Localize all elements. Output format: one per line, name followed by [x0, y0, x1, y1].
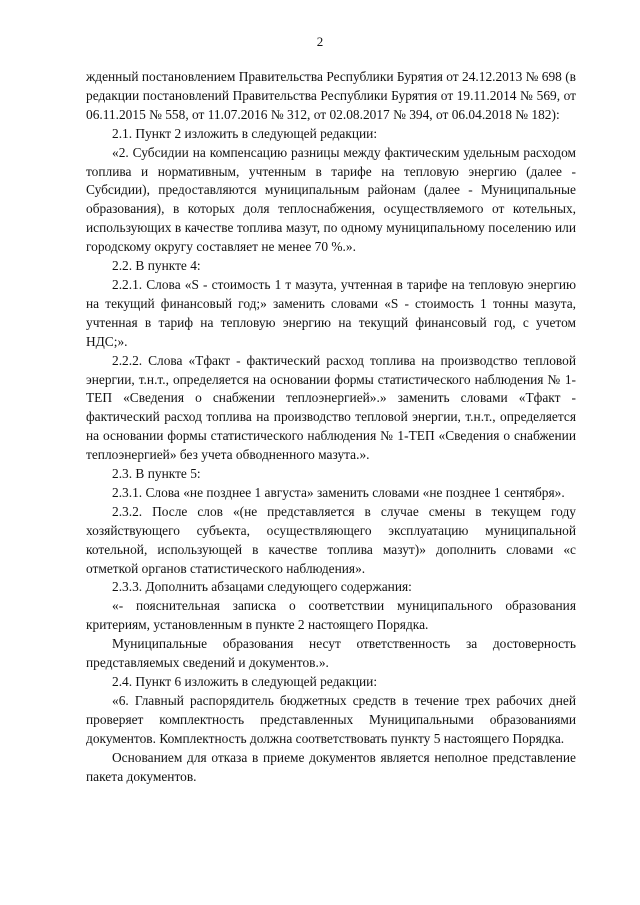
- paragraph: «- пояснительная записка о соответствии муниципального образования критериям, установленным в пункте 2 настоящего Порядка.: [86, 598, 576, 633]
- paragraph: 2.2.2. Слова «Тфакт - фактический расход топлива на производство тепловой энергии, т.н.т., определяется на основании формы статистического наблюдения № 1-ТЕП «Сведения о снабжении теплоэнергией».» заменить словами «Тфакт - фактический расход топлива на производство тепловой энергии, т.н.т., определяется на основании формы статистического наблюдения № 1-ТЕП «Сведения о снабжении теплоэнергией» без учета обводненного мазута.».: [86, 352, 576, 463]
- paragraph: 2.1. Пункт 2 изложить в следующей редакции:: [112, 125, 378, 141]
- paragraph: жденный постановлением Правительства Республики Бурятия от 24.12.2013 № 698 (в редакции постановлений Правительства Республики Бурятия от 19.11.2014 № 569, от 06.11.2015 № 558, от 11.07.2016 № 312, от 02.08.2017 № 394, от 06.04.2018 № 182):: [86, 69, 576, 122]
- paragraph: «6. Главный распорядитель бюджетных средств в течение трех рабочих дней проверяет комплектность представленных Муниципальными образованиями документов. Комплектность должна соответствовать пункту 5 настоящего Порядка.: [86, 692, 576, 746]
- page-number: 2: [316, 34, 324, 49]
- paragraph: 2.3.1. Слова «не позднее 1 августа» заменить словами «не позднее 1 сентября».: [112, 484, 565, 500]
- paragraph: Основанием для отказа в приеме документов является неполное представление пакета документов.: [86, 749, 576, 784]
- paragraph: «2. Субсидии на компенсацию разницы между фактическим удельным расходом топлива и нормативным, учтенным в тарифе на тепловую энергию (далее - Субсидии), предоставляются муниципальным районам (далее - Муниципальные образования), в которых доля теплоснабжения, осуществляемого от котельных, использующих в качестве топлива мазут, по одному муниципальному поселению или городскому округу составляет не менее 70 %.».: [86, 144, 576, 255]
- paragraph: 2.3.3. Дополнить абзацами следующего содержания:: [112, 579, 412, 595]
- paragraph: 2.2.1. Слова «S - стоимость 1 т мазута, учтенная в тарифе на тепловую энергию на текущий финансовый год;» заменить словами «S - стоимость 1 тонны мазута, учтенная в тариф на тепловую энергию на текущий финансовый год, с учетом НДС;».: [86, 276, 576, 349]
- paragraph: 2.3. В пункте 5:: [112, 466, 201, 482]
- paragraph: 2.4. Пункт 6 изложить в следующей редакции:: [112, 674, 378, 689]
- document-body: [86, 68, 576, 786]
- paragraph: Муниципальные образования несут ответственность за достоверность представляемых сведений и документов.».: [86, 636, 576, 671]
- paragraph: 2.3.2. После слов «(не представляется в случае смены в текущем году хозяйствующего субъекта, осуществляющего эксплуатацию муниципальной котельной, использующей в качестве топлива мазут)» дополнить словами «с отметкой органов статистического наблюдения».: [86, 503, 576, 576]
- paragraph: 2.2. В пункте 4:: [112, 258, 201, 274]
